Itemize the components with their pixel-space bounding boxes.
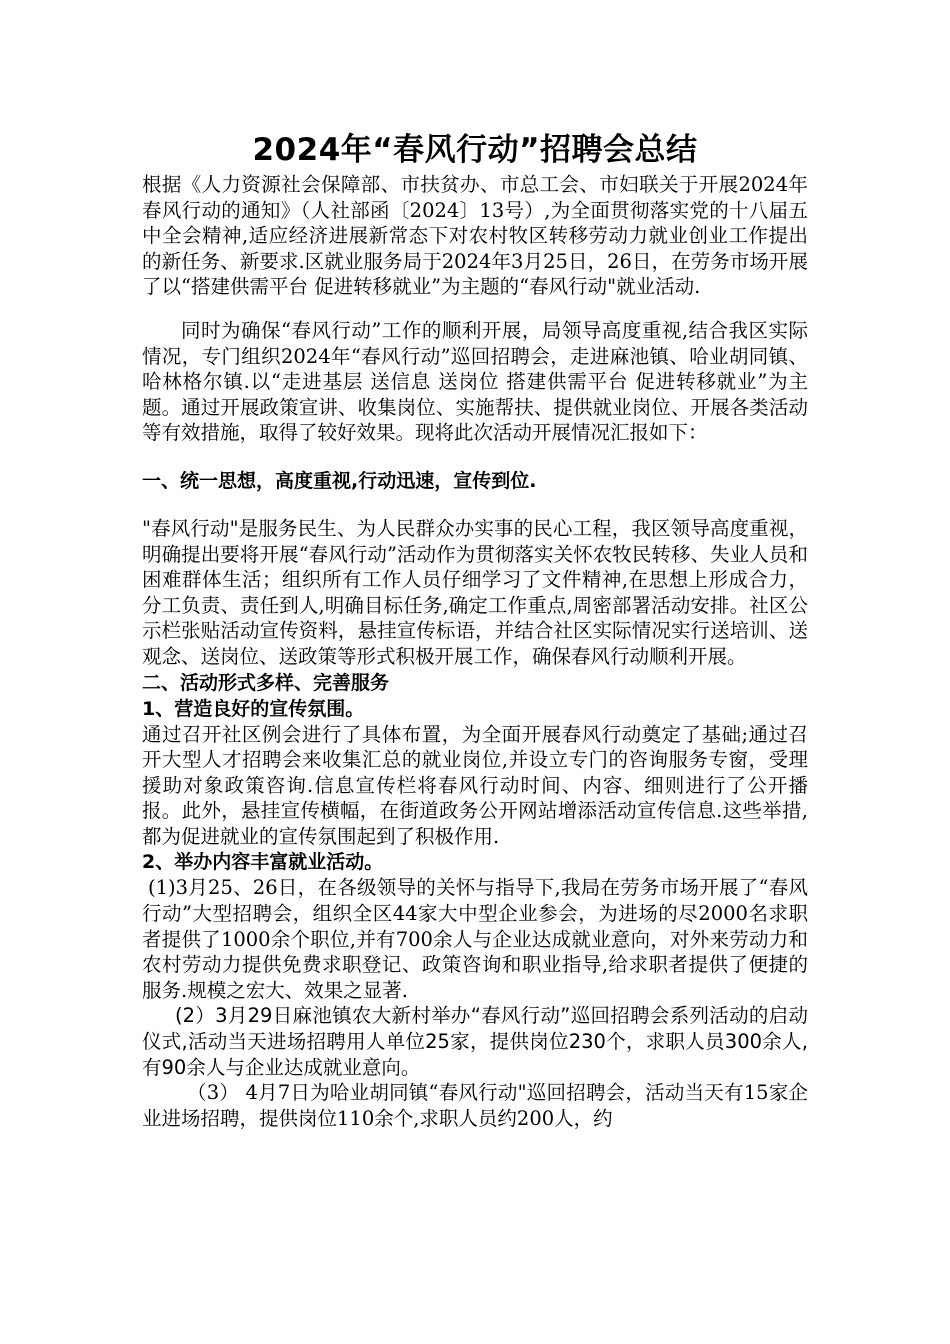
spacer (142, 300, 808, 318)
paragraph-event-2: (2）3月29日麻池镇农大新村举办“春风行动”巡回招聘会系列活动的启动仪式,活动当天进场招聘用人单位25家，提供岗位230个，求职人员300余人,有90余人与企业达成就业意向。 (142, 1004, 808, 1079)
spacer (142, 446, 808, 468)
paragraph-event-1: (1)3月25、26日，在各级领导的关怀与指导下,我局在劳务市场开展了“春风行动”大型招聘会，组织全区44家大中型企业参会，为进场的尽2000名求职者提供了1000余个职位,并有700余人与企业达成就业意向，对外来劳动力和农村劳动力提供免费求职登记、政策咨询和职业指导,给求职者提供了便捷的服务.规模之宏大、效果之显著. (142, 876, 808, 1002)
paragraph-event-3: （3） 4月7日为哈业胡同镇“春风行动"巡回招聘会，活动当天有15家企业进场招聘，提供岗位110余个,求职人员约200人，约 (142, 1081, 808, 1130)
section-heading-2: 二、活动形式多样、完善服务 (142, 671, 390, 694)
subsection-heading-1: 1、营造良好的宣传氛围。 (142, 697, 365, 720)
paragraph-section-1: "春风行动"是服务民生、为人民群众办实事的民心工程，我区领导高度重视， 明确提出要将开展“春风行动”活动作为贯彻落实关怀农牧民转移、失业人员和困难群体生活；组织所有工作人员仔细学习了文件精神,在思想上形成合力，分工负责、责任到人,明确目标任务,确定工作重点,周密部署活动安排。社区公示栏张贴活动宣传资料，悬挂宣传标语，并结合社区实际情况实行送培训、送观念、送岗位、送政策等形式积极开展工作，确保春风行动顺利开展。 (142, 516, 808, 668)
document-title: 2024年“春风行动”招聘会总结 (252, 132, 698, 168)
document-page (142, 128, 808, 1131)
paragraph-intro: 根据《人力资源社会保障部、市扶贫办、市总工会、市妇联关于开展2024年春风行动的通知》（人社部函〔2024〕13号）,为全面贯彻落实党的十八届五中全会精神,适应经济进展新常态下对农村牧区转移劳动力就业创业工作提出的新任务、新要求.区就业服务局于2024年3月25日，26日，在劳务市场开展了以“搭建供需平台 促进转移就业”为主题的“春风行动"就业活动. (142, 173, 808, 299)
paragraph-publicity: 通过召开社区例会进行了具体布置，为全面开展春风行动奠定了基础;通过召开大型人才招聘会来收集汇总的就业岗位,并设立专门的咨询服务专窗，受理援助对象政策咨询.信息宣传栏将春风行动时间、内容、细则进行了公开播报。此外，悬挂宣传横幅，在街道政务公开网站增添活动宣传信息.这些举措,都为促进就业的宣传氛围起到了积极作用. (142, 722, 808, 848)
section-heading-1: 一、统一思想，高度重视,行动迅速，宣传到位. (142, 469, 537, 492)
spacer (142, 494, 808, 516)
paragraph-overview: 同时为确保“春风行动”工作的顺利开展，局领导高度重视,结合我区实际情况，专门组织2024年“春风行动”巡回招聘会，走进麻池镇、哈业胡同镇、哈林格尔镇.以“走进基层 送信息 送岗位 搭建供需平台 促进转移就业”为主题。通过开展政策宣讲、收集岗位、实施帮扶、提供就业岗位、开展各类活动等有效措施，取得了较好效果。现将此次活动开展情况汇报如下： (142, 318, 808, 445)
subsection-heading-2: 2、举办内容丰富就业活动。 (142, 851, 384, 874)
